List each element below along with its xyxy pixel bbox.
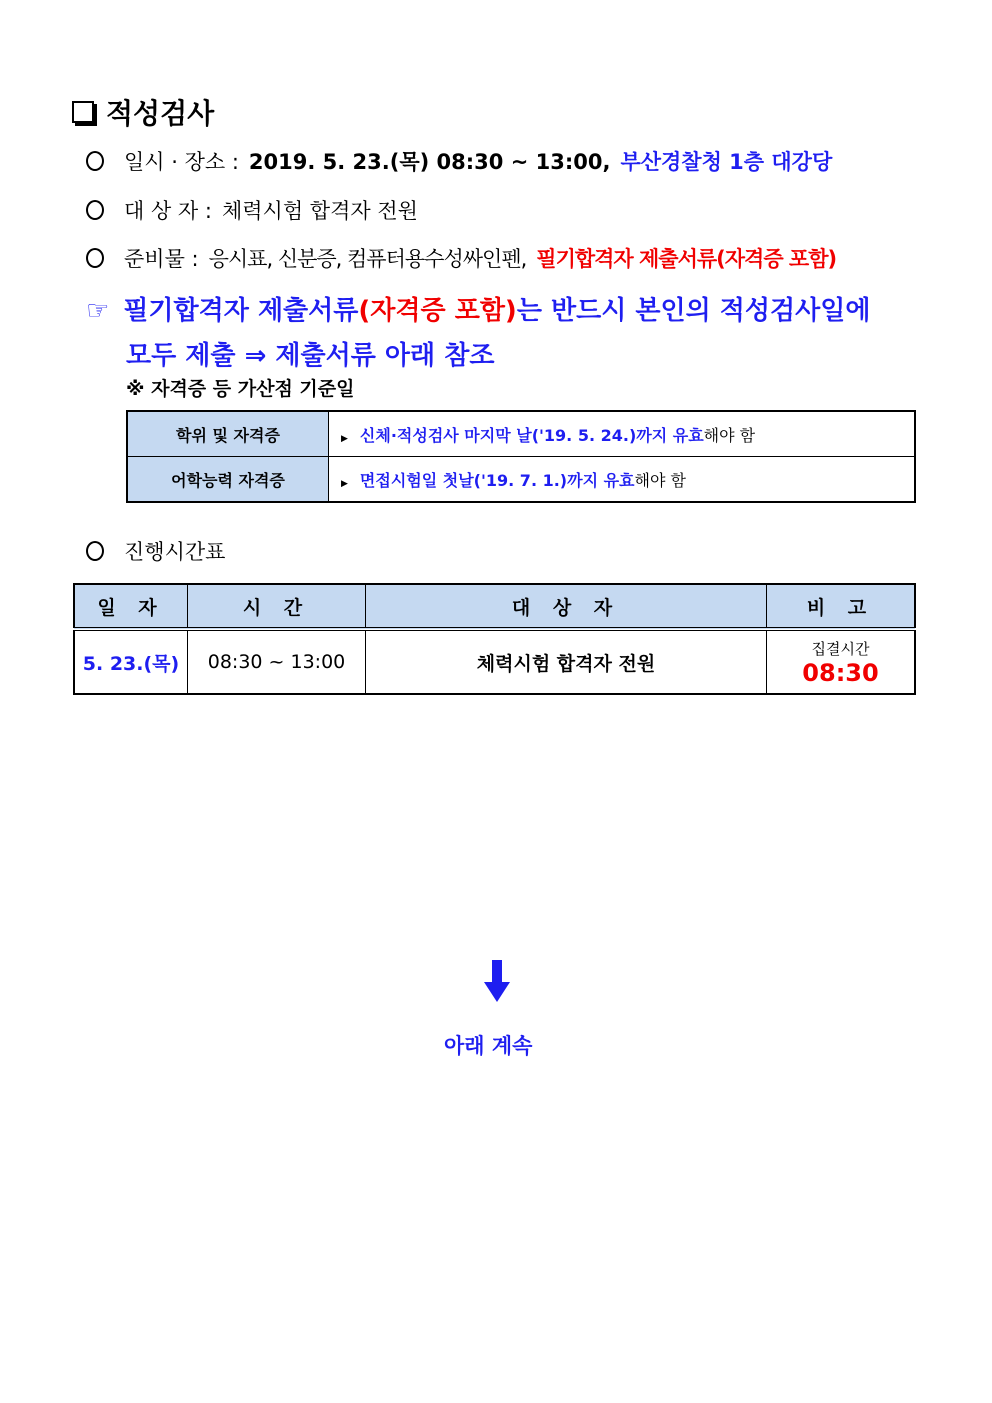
table-row [127, 411, 915, 457]
criteria-table [126, 410, 916, 503]
criteria-black: 해야 함 [703, 425, 756, 445]
datetime-label: 일시 · 장소 : [124, 150, 239, 174]
criteria-blue: 신체·적성검사 마지막 날('19. 5. 24.)까지 유효 [359, 425, 704, 445]
table-header-row [74, 584, 915, 629]
notice-part2: (자격증 포함) [358, 296, 517, 326]
note-label: 집결시간 [811, 639, 870, 658]
target-value: 체력시험 합격자 전원 [221, 199, 418, 223]
prep-docs: 필기합격자 제출서류(자격증 포함) [536, 247, 837, 271]
criteria-value [329, 457, 916, 503]
notice-part1: 필기합격자 제출서류 [123, 296, 359, 326]
place-value: 부산경찰청 1층 대강당 [620, 150, 833, 174]
header-time: 시 간 [188, 584, 366, 629]
notice-line-1 [86, 290, 871, 327]
notice-part3: 는 반드시 본인의 적성검사일에 [516, 296, 871, 326]
target-line [86, 195, 418, 225]
triangle-bullet-icon: ▶ [341, 478, 348, 489]
circle-bullet-icon [86, 151, 104, 171]
section-heading [72, 92, 214, 132]
notice-line-2: 모두 제출 ⇒ 제출서류 아래 참조 [126, 341, 495, 371]
cell-date: 5. 23.(목) [74, 629, 188, 694]
prep-value: 응시표, 신분증, 컴퓨터용수성싸인펜, [208, 247, 527, 271]
datetime-line [86, 146, 832, 176]
header-note: 비 고 [767, 584, 916, 629]
triangle-bullet-icon: ▶ [341, 433, 348, 444]
schedule-title-line [86, 536, 225, 566]
cell-time: 08:30 ~ 13:00 [188, 629, 366, 694]
cell-note [767, 629, 916, 694]
circle-bullet-icon [86, 248, 104, 268]
header-target: 대 상 자 [366, 584, 767, 629]
cell-target: 체력시험 합격자 전원 [366, 629, 767, 694]
criteria-header: 어학능력 자격증 [127, 457, 329, 503]
criteria-black: 해야 함 [634, 470, 686, 490]
pointing-hand-icon: ☞ [86, 296, 110, 326]
schedule-title: 진행시간표 [124, 540, 226, 564]
circle-bullet-icon [86, 200, 104, 220]
table-row [127, 457, 915, 503]
datetime-value: 2019. 5. 23.(목) 08:30 ~ 13:00, [248, 150, 611, 174]
prep-line [86, 243, 836, 273]
note-time: 08:30 [802, 658, 879, 687]
criteria-blue: 면접시험일 첫날('19. 7. 1.)까지 유효 [359, 470, 635, 490]
target-label: 대 상 자 : [124, 199, 212, 223]
continue-text: 아래 계속 [444, 1034, 533, 1058]
prep-label: 준비물 : [124, 247, 199, 271]
header-date: 일 자 [74, 584, 188, 629]
section-title: 적성검사 [106, 97, 215, 130]
table-row [74, 629, 915, 694]
notice-sub: ※ 자격증 등 가산점 기준일 [126, 378, 355, 400]
criteria-value [329, 411, 916, 457]
circle-bullet-icon [86, 541, 104, 561]
schedule-table [73, 583, 916, 695]
criteria-header: 학위 및 자격증 [127, 411, 329, 457]
checkbox-square-icon [72, 101, 94, 123]
arrow-down-icon [484, 960, 510, 1006]
